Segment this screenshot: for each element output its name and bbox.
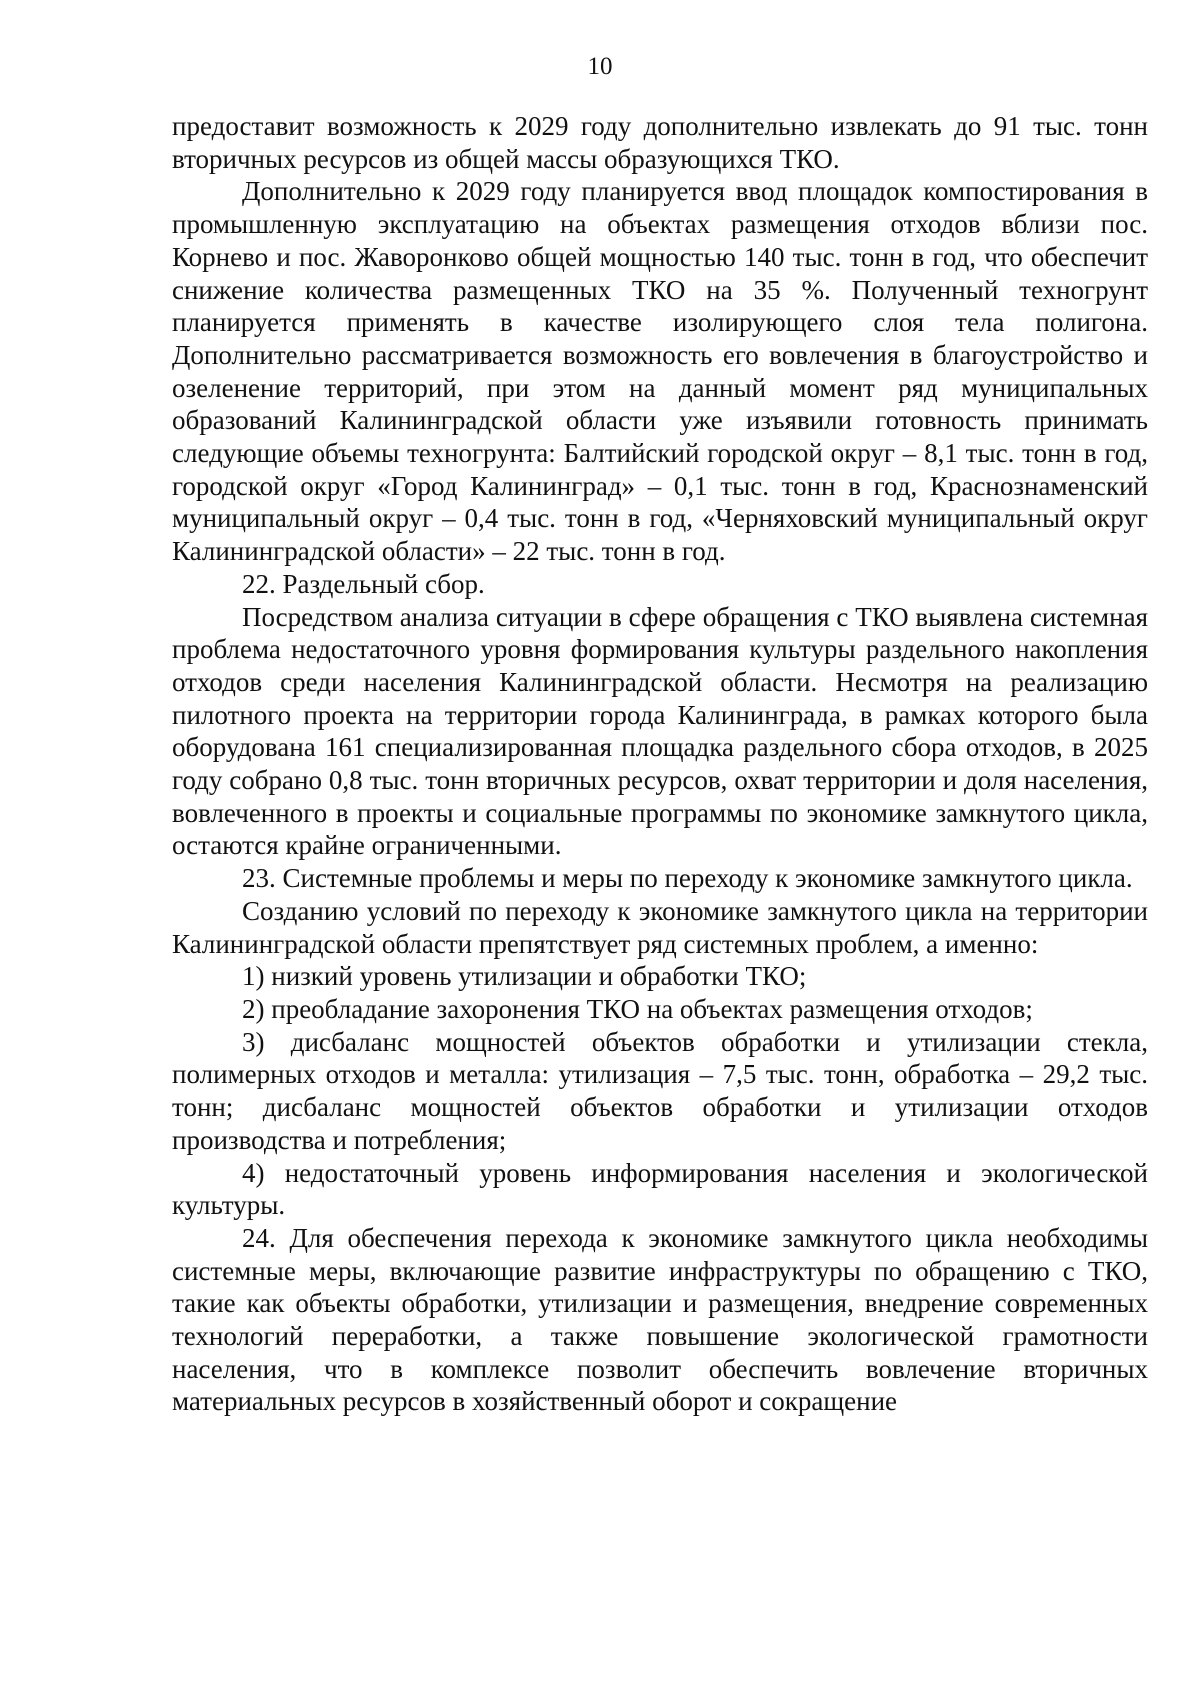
list-item-4: 4) недостаточный уровень информирования населения и экологической культуры. xyxy=(172,1157,1148,1221)
list-item-3: 3) дисбаланс мощностей объектов обработки и утилизации стекла, полимерных отходов и металла: утилизация – 7,5 тыс. тонн, обработка – 29,2 тыс. тонн; дисбаланс мощностей объектов обработки и утилизации отходов производства и потребления; xyxy=(172,1026,1148,1155)
list-item-1: 1) низкий уровень утилизации и обработки ТКО; xyxy=(242,961,807,992)
paragraph-continuation: предоставит возможность к 2029 году дополнительно извлекать до 91 тыс. тонн вторичных ресурсов из общей массы образующихся ТКО. xyxy=(172,111,1148,174)
paragraph-composting: Дополнительно к 2029 году планируется ввод площадок компостирования в промышленную эксплуатацию на объектах размещения отходов вблизи пос. Корнево и пос. Жаворонково общей мощностью 140 тыс. тонн в год, что обеспечит снижение количества размещенных ТКО на 35 %. Полученный техногрунт планируется применять в качестве изолирующего слоя тела полигона. Дополнительно рассматривается возможность его вовлечения в благоустройство и озеленение территорий, при этом на данный момент ряд муниципальных образований Калининградской области уже изъявили готовность принимать следующие объемы техногрунта: Балтийский городской округ – 8,1 тыс. тонн в год, городской округ «Город Калининград» – 0,1 тыс. тонн в год, Краснознаменский муниципальный округ – 0,4 тыс. тонн в год, «Черняховский муниципальный округ Калининградской области» – 22 тыс. тонн в год. xyxy=(172,176,1148,567)
paragraph-systemic-problems-intro: Созданию условий по переходу к экономике замкнутого цикла на территории Калининградской области препятствует ряд системных проблем, а именно: xyxy=(172,895,1148,959)
document-body xyxy=(172,110,1148,1418)
page-number: 10 xyxy=(587,53,613,80)
paragraph-separate-collection: Посредством анализа ситуации в сфере обращения с ТКО выявлена системная проблема недостаточного уровня формирования культуры раздельного накопления отходов среди населения Калининградской области. Несмотря на реализацию пилотного проекта на территории города Калининграда, в рамках которого была оборудована 161 специализированная площадка раздельного сбора отходов, в 2025 году собрано 0,8 тыс. тонн вторичных ресурсов, охват территории и доля населения, вовлеченного в проекты и социальные программы по экономике замкнутого цикла, остаются крайне ограниченными. xyxy=(172,601,1148,861)
section-heading-22: 22. Раздельный сбор. xyxy=(242,568,485,599)
list-item-2: 2) преобладание захоронения ТКО на объектах размещения отходов; xyxy=(242,993,1033,1024)
paragraph-24: 24. Для обеспечения перехода к экономике замкнутого цикла необходимы системные меры, включающие развитие инфраструктуры по обращению с ТКО, такие как объекты обработки, утилизации и размещения, внедрение современных технологий переработки, а также повышение экологической грамотности населения, что в комплексе позволит обеспечить вовлечение вторичных материальных ресурсов в хозяйственный оборот и сокращение xyxy=(172,1222,1148,1417)
section-heading-23: 23. Системные проблемы и меры по переходу к экономике замкнутого цикла. xyxy=(242,863,1133,894)
